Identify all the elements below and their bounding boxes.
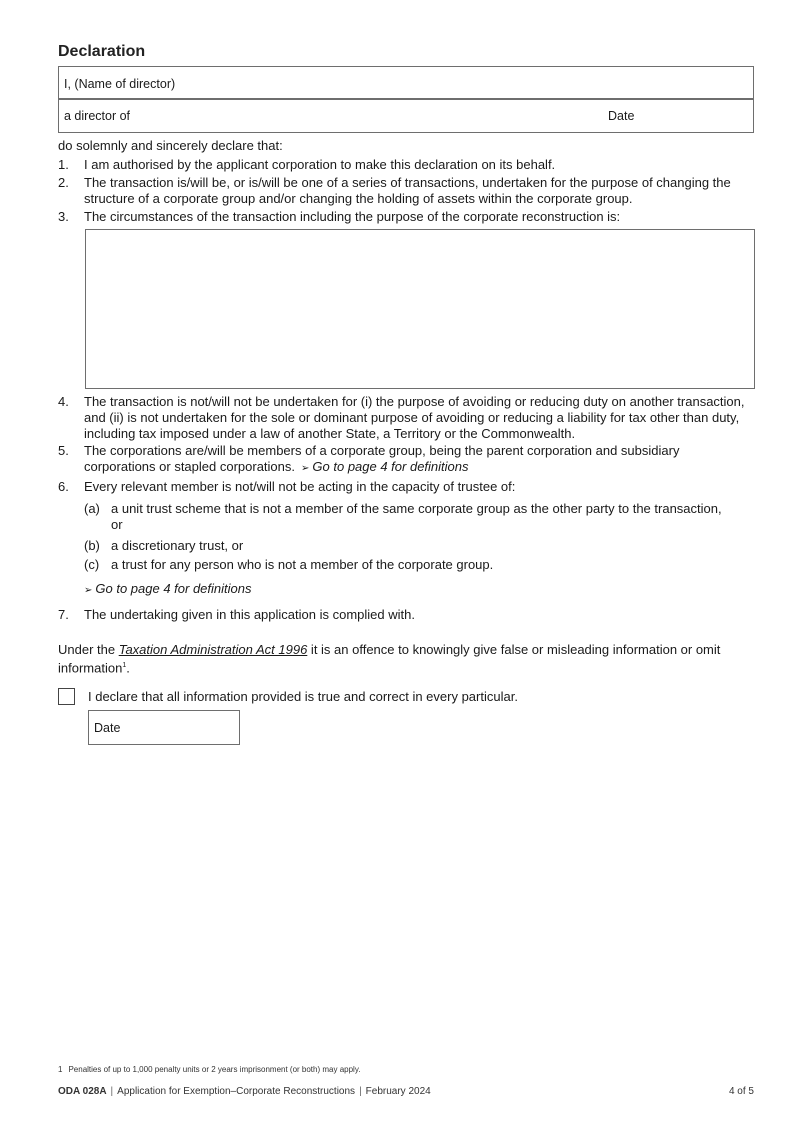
item-text: The transaction is/will be, or is/will be one of a series of transactions, undertaken for the purpose of changing the structure of a corporate group and/or changing the holding of assets within the corporate group. [84, 175, 731, 206]
item-number: 5. [58, 443, 69, 458]
goto-definitions-row [84, 581, 754, 599]
declaration-date-label: Date [94, 721, 121, 735]
director-name-field[interactable] [58, 66, 754, 100]
director-name-label: I, (Name of director) [64, 77, 176, 91]
item-text: The circumstances of the transaction including the purpose of the corporate reconstruction is: [84, 209, 621, 224]
declaration-page [58, 0, 754, 1130]
item-number: 6. [58, 479, 69, 494]
section-heading: Declaration [58, 43, 146, 60]
director-date-label: Date [608, 109, 635, 123]
sub-item-number: (b) [84, 538, 100, 553]
footer-separator: | [359, 1086, 362, 1097]
form-title: Application for Exemption–Corporate Reconstructions [117, 1086, 356, 1097]
item-number: 2. [58, 175, 69, 190]
sub-item-number: (a) [84, 501, 100, 516]
footnote-number: 1 [58, 1065, 63, 1074]
footer-separator: | [110, 1086, 114, 1097]
director-of-field[interactable] [58, 98, 754, 133]
item-text [84, 443, 754, 477]
sub-item-text: a unit trust scheme that is not a member of the same corporate group as the other party to the transaction, or [111, 501, 722, 532]
warning-text: it is an offence to knowingly give false or misleading information or omit information [58, 642, 721, 676]
item-text: Every relevant member is not/will not be acting in the capacity of trustee of: [84, 479, 516, 494]
sub-item-text: a discretionary trust, or [111, 538, 244, 553]
footnote [58, 1065, 360, 1074]
circumstances-textarea[interactable] [85, 229, 755, 389]
page-footer [58, 1086, 754, 1097]
item-text-body: The corporations are/will be members of a corporate group, being the parent corporation and subsidiary corporations or stapled corporations. [84, 443, 680, 474]
offence-warning [58, 642, 754, 676]
goto-definitions-link[interactable]: Go to page 4 for definitions [95, 581, 252, 596]
item-text: The transaction is not/will not be undertaken for (i) the purpose of avoiding or reducing duty on another transaction, and (ii) is not undertaken for the sole or dominant purpose of avoiding or reducing a liability for tax other than duty, including tax imposed under a law of another State, a Territory or the Commonwealth. [84, 394, 745, 441]
declaration-date-field[interactable] [88, 710, 240, 745]
footnote-text: Penalties of up to 1,000 penalty units or 2 years imprisonment (or both) may apply. [68, 1065, 361, 1074]
form-date: February 2024 [365, 1086, 431, 1097]
footnote-ref: 1 [122, 662, 127, 669]
declare-checkbox-label: I declare that all information provided is true and correct in every particular. [88, 689, 518, 704]
director-of-label: a director of [64, 109, 131, 123]
form-code: ODA 028A [58, 1086, 107, 1097]
item-text: The undertaking given in this application is complied with. [84, 607, 415, 622]
goto-definitions-link[interactable]: Go to page 4 for definitions [312, 459, 469, 474]
sub-item-text: a trust for any person who is not a member of the corporate group. [111, 557, 494, 572]
item-number: 1. [58, 157, 69, 172]
declaration-intro: do solemnly and sincerely declare that: [58, 138, 283, 153]
arrow-right-icon: ➢ [84, 585, 93, 596]
warning-prefix: Under the [58, 642, 119, 657]
item-text: I am authorised by the applicant corporation to make this declaration on its behalf. [84, 157, 556, 172]
item-number: 4. [58, 394, 69, 409]
declare-checkbox[interactable] [58, 688, 75, 705]
page-number: 4 of 5 [728, 1086, 754, 1097]
act-link[interactable]: Taxation Administration Act 1996 [118, 642, 308, 657]
sub-item-number: (c) [84, 557, 100, 572]
item-number: 3. [58, 209, 69, 224]
arrow-right-icon: ➢ [301, 463, 310, 474]
warning-end: . [126, 660, 130, 676]
item-number: 7. [58, 607, 69, 622]
